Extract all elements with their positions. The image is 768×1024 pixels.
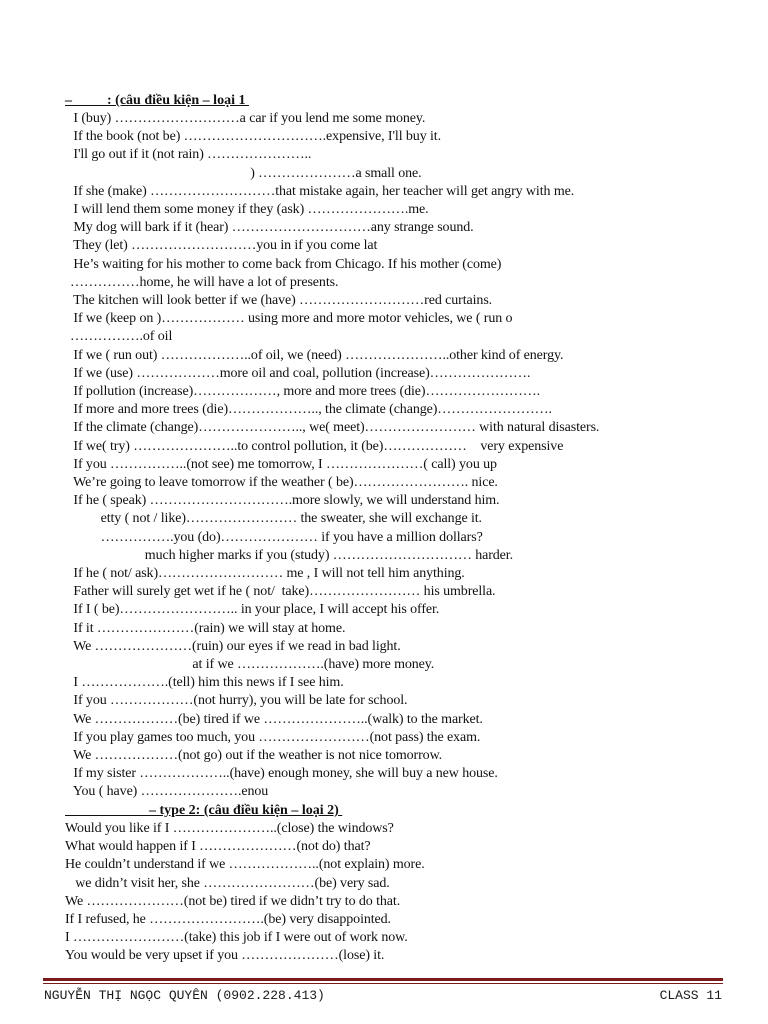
exercise-line: You would be very upset if you …………………(lose) it.: [65, 948, 385, 964]
exercise-line: We …………………(not be) tired if we didn’t try to do that.: [65, 893, 401, 909]
exercise-line: Father will surely get wet if he ( not/ take)…………………… his umbrella.: [70, 584, 496, 600]
exercise-line: You ( have) ………………….enou: [70, 784, 269, 800]
exercise-line: If pollution (increase)………………, more and more trees (die)…………………….: [70, 384, 541, 399]
exercise-line: We’re going to leave tomorrow if the weather ( be)……………………. nice.: [70, 475, 498, 490]
exercise-line: We …………………(ruin) our eyes if we read in bad light.: [70, 638, 401, 654]
exercise-line: If you ………………(not hurry), you will be late for school.: [70, 693, 408, 709]
exercise-line: If we (use) ………………more oil and coal, pollution (increase)………………….: [70, 365, 531, 381]
exercise-line: If you play games too much, you ……………………(not pass) the exam.: [70, 729, 481, 745]
exercise-line: If I ( be)…………………….. in your place, I will accept his offer.: [70, 602, 440, 618]
exercise-line: If the book (not be) ………………………….expensive, I'll buy it.: [70, 129, 441, 145]
exercise-line: ……………home, he will have a lot of presents.: [70, 274, 339, 290]
exercise-line: If my sister ………………..(have) enough money, she will buy a new house.: [70, 766, 498, 782]
exercise-line: If she (make) ………………………that mistake again, her teacher will get angry with me.: [70, 183, 575, 199]
exercise-line: …………….you (do)………………… if you have a million dollars?: [70, 529, 483, 545]
exercise-line: If we (keep on )……………… using more and more motor vehicles, we ( run o: [70, 311, 513, 327]
exercise-line: What would happen if I …………………(not do) that?: [65, 839, 371, 855]
exercise-line: much higher marks if you (study) ………………………… harder.: [70, 547, 513, 563]
exercise-line: If we( try) …………………..to control pollution, it (be)……………… very expensive: [70, 438, 564, 454]
exercise-line: If you ……………..(not see) me tomorrow, I …………………( call) you up: [70, 456, 497, 472]
exercise-line: I will lend them some money if they (ask) ………………….me.: [70, 202, 429, 217]
exercise-line: I'll go out if it (not rain) …………………..: [70, 147, 312, 163]
exercise-line: He’s waiting for his mother to come back from Chicago. If his mother (come): [70, 256, 502, 272]
exercise-line: They (let) ………………………you in if you come lat: [70, 238, 378, 254]
exercise-line: If we ( run out) ………………..of oil, we (need) …………………..other kind of energy.: [70, 347, 564, 363]
exercise-line: Would you like if I …………………..(close) the windows?: [65, 821, 394, 836]
exercise-line: …………….of oil: [70, 329, 173, 345]
exercise-line: I ……………….(tell) him this news if I see him.: [70, 675, 344, 691]
exercise-line: If it …………………(rain) we will stay at home.: [70, 620, 346, 636]
exercise-line: He couldn’t understand if we ………………..(not explain) more.: [65, 857, 425, 873]
section-2-title: – type 2: (câu điều kiện – loại 2): [65, 803, 343, 818]
footer-author: NGUYỄN THỊ NGỌC QUYÊN (0902.228.413): [44, 988, 325, 1003]
exercise-line: I ……………………(take) this job if I were out of work now.: [65, 930, 408, 946]
footer-class-label: CLASS 11: [659, 988, 722, 1003]
exercise-line: If he ( not/ ask)……………………… me , I will not tell him anything.: [70, 566, 465, 581]
exercise-line: ) …………………a small one.: [70, 165, 422, 181]
exercise-line: etty ( not / like)…………………… the sweater, she will exchange it.: [70, 511, 482, 527]
exercise-line: We ………………(be) tired if we …………………..(walk) to the market.: [70, 711, 483, 727]
footer-rule-thin: [43, 983, 723, 984]
exercise-line: If I refused, he …………………….(be) very disappointed.: [65, 912, 391, 927]
exercise-line: we didn’t visit her, she ……………………(be) very sad.: [65, 875, 390, 891]
exercise-line: If he ( speak) ………………………….more slowly, we will understand him.: [70, 493, 500, 509]
exercise-line: If more and more trees (die)……………….., the climate (change)…………………….: [70, 402, 552, 418]
section-1-title: – : (câu điều kiện – loại 1: [65, 93, 249, 108]
exercise-line: My dog will bark if it (hear) …………………………any strange sound.: [70, 220, 474, 236]
exercise-line: We ………………(not go) out if the weather is not nice tomorrow.: [70, 748, 443, 763]
exercise-line: The kitchen will look better if we (have) ………………………red curtains.: [70, 293, 493, 308]
exercise-line: at if we ……………….(have) more money.: [70, 657, 435, 672]
footer-rule-thick: [43, 978, 723, 981]
exercise-line: If the climate (change)………………….., we( meet)…………………… with natural disasters.: [70, 420, 600, 436]
exercise-line: I (buy) ………………………a car if you lend me some money.: [70, 111, 426, 126]
